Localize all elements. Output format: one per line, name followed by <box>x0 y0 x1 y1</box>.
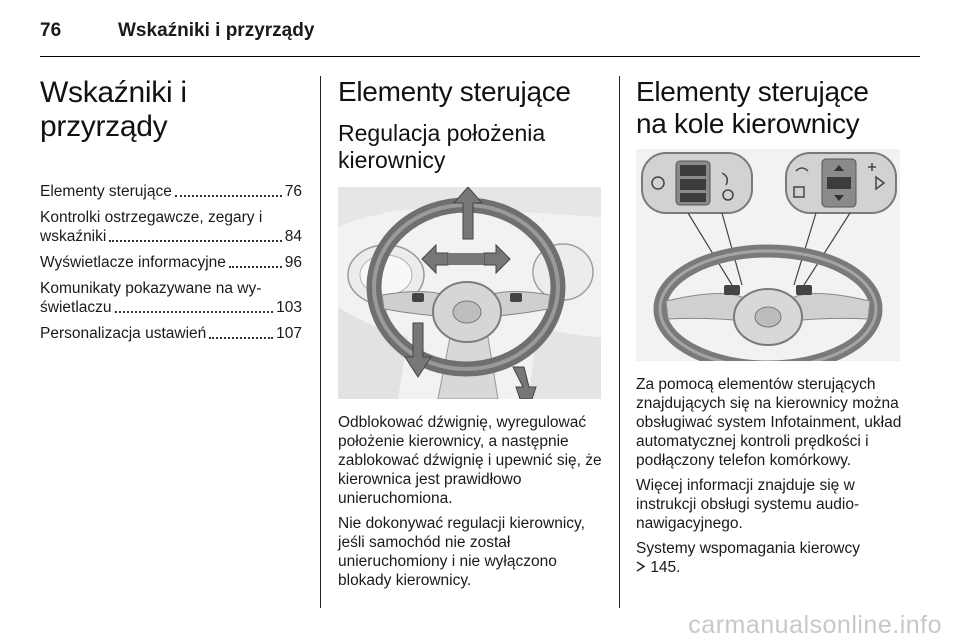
steering-controls-illustration <box>636 149 900 361</box>
toc-entry[interactable] <box>40 253 302 272</box>
toc-entry[interactable] <box>40 182 302 201</box>
toc-leader-dots <box>209 337 273 339</box>
toc-page-number: 84 <box>284 228 302 245</box>
column-divider <box>320 76 321 608</box>
toc-leader-dots <box>115 311 274 313</box>
toc-entry[interactable] <box>40 279 302 317</box>
reference-arrow-icon <box>636 558 646 577</box>
toc-leader-dots <box>229 266 282 268</box>
watermark: carmanualsonline.info <box>688 611 942 639</box>
reference-page-link[interactable]: 145. <box>650 559 681 576</box>
right-column <box>636 76 902 583</box>
toc-entry-label: Wyświetlacze informacyjne <box>40 254 226 271</box>
table-of-contents <box>40 182 302 343</box>
toc-page-number: 96 <box>284 254 302 271</box>
paragraph: Nie dokonywać regulacji kierownicy, jeśli samochód nie został unieruchomiony i nie wyłączono blokady kierownicy. <box>338 515 585 589</box>
column-divider <box>619 76 620 608</box>
section-title: Elementy sterujące na kole kierownicy <box>636 76 869 139</box>
toc-entry-label: świetlaczu <box>40 299 112 316</box>
paragraph: Więcej informacji znajduje się w instrukcji obsługi systemu audio-nawigacyjnego. <box>636 477 860 532</box>
toc-page-number: 107 <box>276 325 302 342</box>
header-title: Wskaźniki i przyrządy <box>118 20 315 41</box>
toc-entry-label: Kontrolki ostrzegawcze, zegary i <box>40 209 263 226</box>
paragraph: Za pomocą elementów sterujących znajdujących się na kierownicy można obsługiwać system Infotainment, układ automatycznej kontroli prędkości i podłączony telefon komórkowy. <box>636 376 902 469</box>
reference-text: Systemy wspomagania kierowcy <box>636 540 860 557</box>
toc-entry-label: Personalizacja ustawień <box>40 325 207 342</box>
instructions-text <box>338 413 603 590</box>
left-column <box>40 76 302 350</box>
steering-adjust-illustration <box>338 187 601 399</box>
toc-page-number: 76 <box>284 183 302 200</box>
paragraph: Odblokować dźwignię, wyregulować położenie kierownicy, a następnie zablokować dźwignię i upewnić się, że kierownica jest prawidłowo unieruchomiona. <box>338 414 602 507</box>
toc-leader-dots <box>109 240 281 242</box>
toc-entry[interactable] <box>40 208 302 246</box>
toc-entry-label: Komunikaty pokazywane na wy- <box>40 280 262 297</box>
toc-leader-dots <box>175 195 282 197</box>
middle-column <box>338 76 603 596</box>
description-text <box>636 375 902 577</box>
section-title: Elementy sterujące <box>338 76 571 107</box>
page-header <box>40 18 920 57</box>
reference-paragraph <box>636 539 902 577</box>
toc-entry-label: wskaźniki <box>40 228 107 245</box>
page-number: 76 <box>40 20 62 41</box>
subsection-title: Regulacja położenia kierownicy <box>338 120 546 173</box>
toc-entry-label: Elementy sterujące <box>40 183 172 200</box>
chapter-title: Wskaźniki i przyrządy <box>40 76 187 143</box>
toc-entry[interactable] <box>40 324 302 343</box>
toc-page-number: 103 <box>276 299 302 316</box>
